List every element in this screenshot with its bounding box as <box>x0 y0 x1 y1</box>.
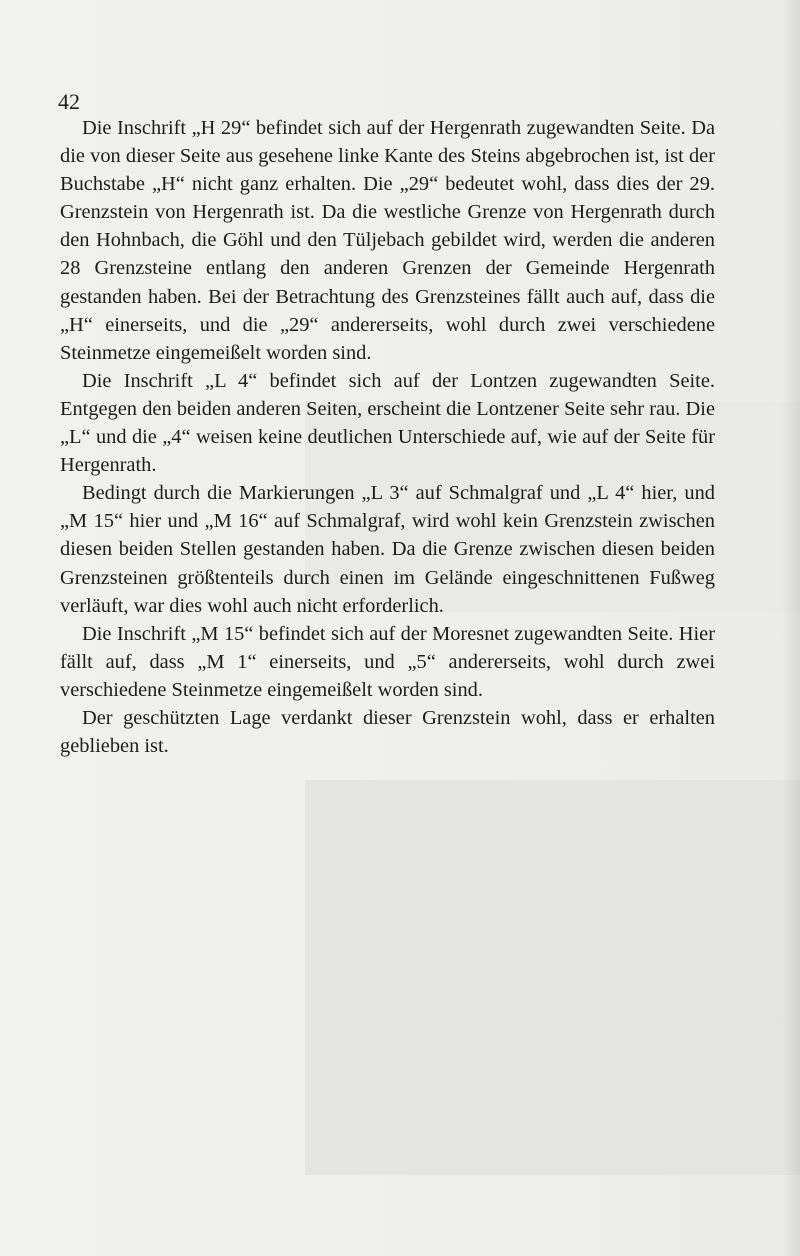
paragraph-inscription-h29: Die Inschrift „H 29“ befindet sich auf der Hergenrath zugewandten Seite. Da die von dieser Seite aus gesehene linke Kante des Steins abgebrochen ist, ist der Buchstabe „H“ nicht ganz erhalten. Die „29“ bedeutet wohl, dass dies der 29. Grenzstein von Hergenrath ist. Da die westliche Grenze von Hergenrath durch den Hohnbach, die Göhl und den Tüljebach gebildet wird, werden die anderen 28 Grenzsteine entlang den anderen Grenzen der Gemeinde Hergenrath gestanden haben. Bei der Betrachtung des Grenzsteines fällt auch auf, dass die „H“ einerseits, und die „29“ andererseits, wohl durch zwei verschiedene Steinmetze eingemeißelt worden sind. <box>60 117 715 364</box>
page-number: 42 <box>58 89 80 114</box>
paragraph-inscription-m15: Die Inschrift „M 15“ befindet sich auf der Moresnet zugewandten Seite. Hier fällt auf, dass „M 1“ einerseits, und „5“ andererseits, wohl durch zwei verschiedene Steinmetze eingemeißelt worden sind. <box>60 622 715 701</box>
show-through-area-lower <box>305 780 800 1175</box>
body-text <box>60 114 715 760</box>
page-edge-shadow <box>782 0 800 1256</box>
paragraph-markings: Bedingt durch die Markierungen „L 3“ auf Schmalgraf und „L 4“ hier, und „M 15“ hier und „M 16“ auf Schmalgraf, wird wohl kein Grenzstein zwischen diesen beiden Stellen gestanden haben. Da die Grenze zwischen diesen beiden Grenzsteinen größtenteils durch einen im Gelände eingeschnittenen Fußweg verläuft, war dies wohl auch nicht erforderlich. <box>60 482 715 617</box>
paragraph-inscription-l4: Die Inschrift „L 4“ befindet sich auf der Lontzen zugewandten Seite. Entgegen den beiden anderen Seiten, erscheint die Lontzener Seite sehr rau. Die „L“ und die „4“ weisen keine deutlichen Unterschiede auf, wie auf der Seite für Hergenrath. <box>60 369 715 477</box>
paragraph-protected-location: Der geschützten Lage verdankt dieser Grenzstein wohl, dass er erhalten geblieben ist. <box>60 706 715 758</box>
